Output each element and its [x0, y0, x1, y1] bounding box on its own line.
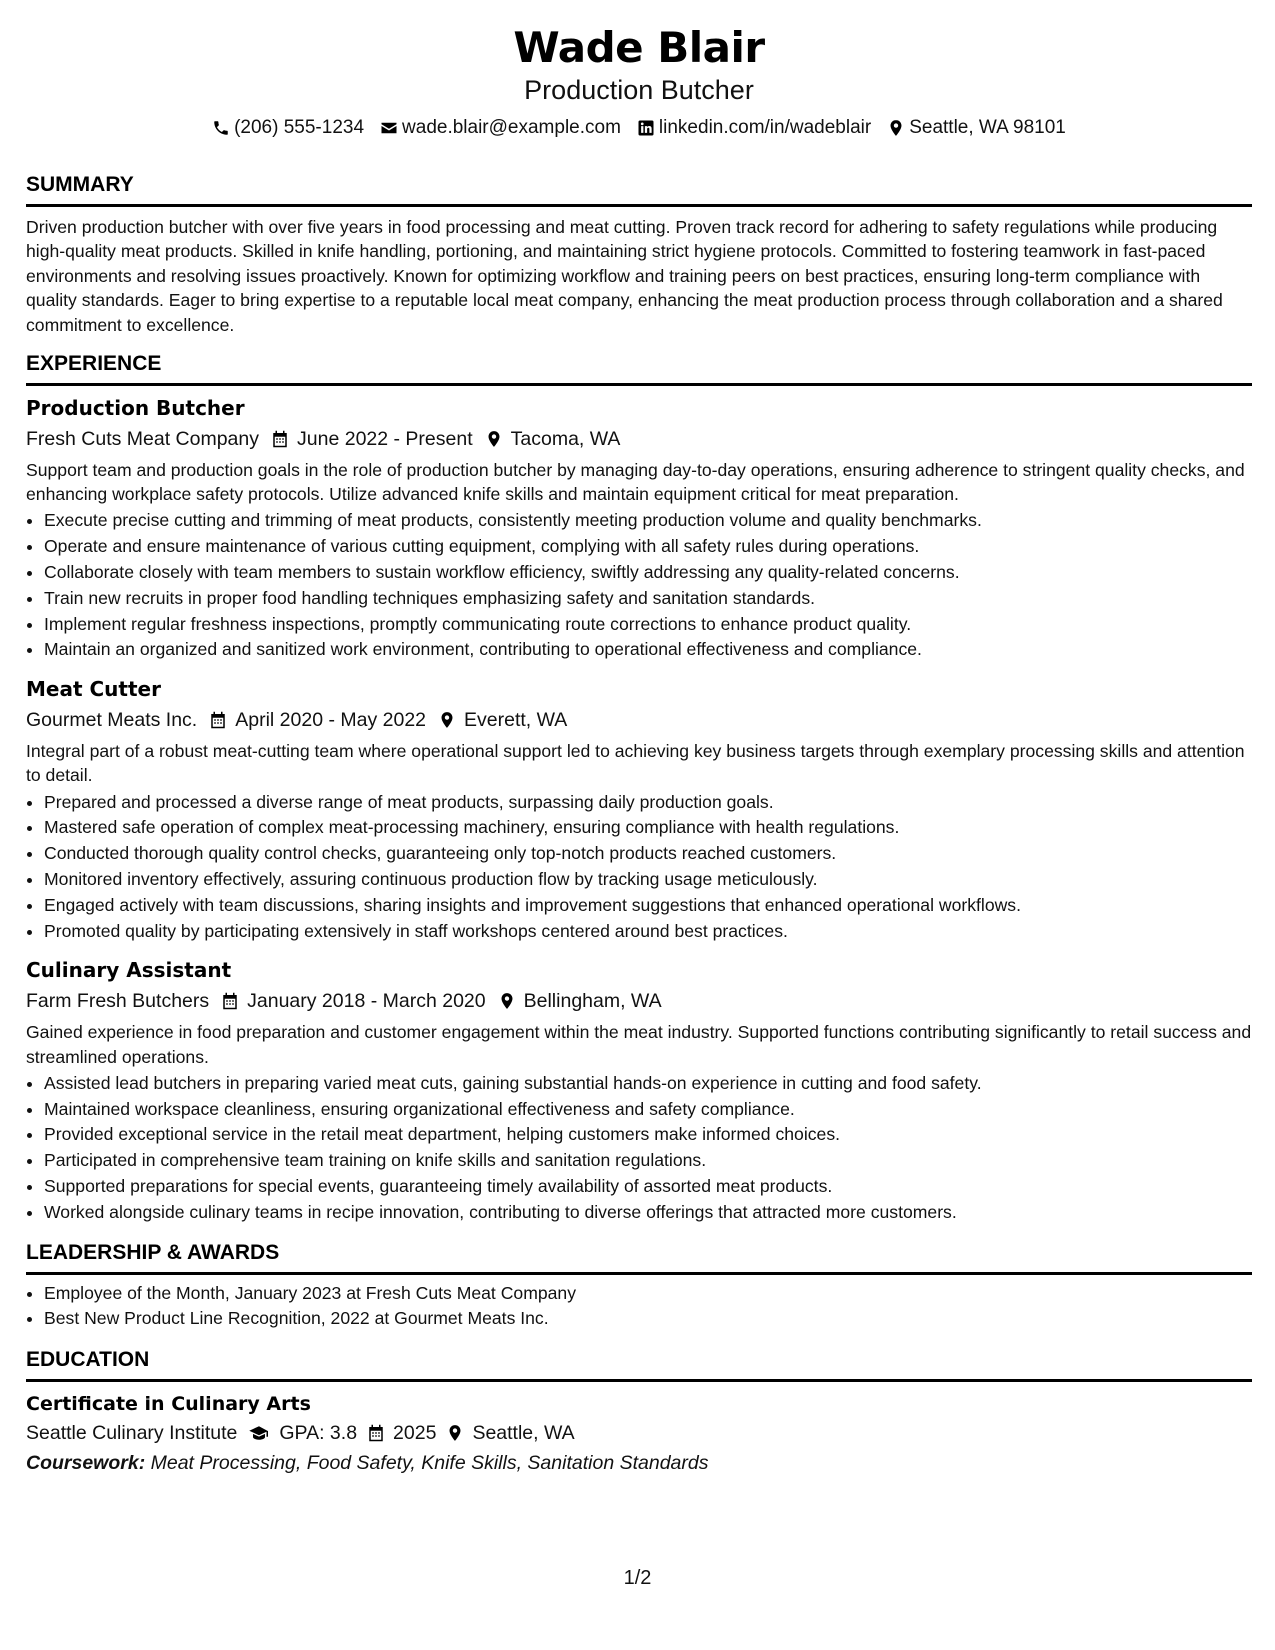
map-pin-icon: [485, 430, 503, 448]
job-dates: April 2020 - May 2022: [235, 709, 427, 732]
list-item: • Engaged actively with team discussions, sharing insights and improvement suggestions that enhanced operational workflows.: [44, 893, 1252, 919]
job-entry: [26, 394, 1252, 663]
list-item: • Worked alongside culinary teams in recipe innovation, contributing to diverse offerings that attracted more customers.: [44, 1200, 1252, 1226]
list-item: • Implement regular freshness inspections, promptly communicating route corrections to enhance product quality.: [44, 612, 1252, 638]
list-item: • Train new recruits in proper food handling techniques emphasizing safety and sanitation standards.: [44, 586, 1252, 612]
resume-page: [26, 22, 1252, 1478]
map-pin-icon: [498, 992, 516, 1010]
contact-linkedin[interactable]: [637, 115, 871, 141]
location-text: Seattle, WA 98101: [909, 117, 1066, 138]
linkedin-icon: [637, 119, 655, 137]
job-bullets: [26, 790, 1252, 945]
job-entry: [26, 675, 1252, 944]
graduation-cap-icon: [247, 1424, 271, 1442]
summary-text: Driven production butcher with over five years in food processing and meat cutting. Proven track record for adhering to safety regulations while producing high-quality meat products. Skilled in knife handling, portioning, and maintaining strict hygiene protocols. Committed to fostering teamwork in fast-paced environments and resolving issues proactively. Known for optimizing workflow and training peers on best practices, ensuring long-term compliance with quality standards. Eager to bring expertise to a reputable local meat company, enhancing the meat production process through collaboration and a shared commitment to excellence.: [26, 217, 1223, 335]
calendar-icon: [367, 1424, 385, 1442]
job-dates: January 2018 - March 2020: [247, 990, 486, 1013]
job-meta: [26, 986, 1252, 1016]
job-meta: [26, 424, 1252, 454]
job-dates: June 2022 - Present: [297, 428, 473, 451]
education-location: Seattle, WA: [472, 1422, 575, 1445]
gpa-text: GPA: 3.8: [279, 1422, 358, 1445]
contact-phone: [212, 115, 364, 141]
job-title: Production Butcher: [26, 396, 245, 421]
list-item: • Provided exceptional service in the retail meat department, helping customers make informed choices.: [44, 1122, 1252, 1148]
job-company: Gourmet Meats Inc.: [26, 709, 198, 732]
education-year: 2025: [393, 1422, 437, 1445]
email-text[interactable]: wade.blair@example.com: [402, 117, 621, 138]
degree-title: Certificate in Culinary Arts: [26, 1393, 311, 1416]
page-number: 1/2: [623, 1567, 652, 1589]
awards-list: [26, 1281, 1252, 1333]
job-location: Tacoma, WA: [510, 428, 621, 451]
job-location: Everett, WA: [464, 709, 568, 732]
list-item: • Mastered safe operation of complex meat-processing machinery, ensuring compliance with health regulations.: [44, 815, 1252, 841]
list-item: • Participated in comprehensive team training on knife skills and sanitation regulations.: [44, 1148, 1252, 1174]
candidate-name: Wade Blair: [513, 23, 765, 72]
phone-icon: [212, 119, 230, 137]
list-item: • Conducted thorough quality control checks, guaranteeing only top-notch products reached customers.: [44, 841, 1252, 867]
candidate-headline: Production Butcher: [524, 75, 754, 105]
job-description: Support team and production goals in the role of production butcher by managing day-to-day operations, ensuring adherence to stringent quality checks, and enhancing workplace safety protocols. Utilize advanced knife skills and maintain equipment critical for meat preparation.: [26, 460, 1245, 505]
education-meta: [26, 1418, 1252, 1448]
summary-section: [26, 172, 1252, 337]
job-title: Culinary Assistant: [26, 958, 232, 983]
list-item: • Execute precise cutting and trimming of meat products, consistently meeting production volume and quality benchmarks.: [44, 508, 1252, 534]
calendar-icon: [221, 992, 239, 1010]
contact-email[interactable]: [380, 115, 621, 141]
resume-header: [26, 22, 1252, 141]
job-location: Bellingham, WA: [523, 990, 662, 1013]
map-pin-icon: [446, 1424, 464, 1442]
job-title: Meat Cutter: [26, 677, 161, 702]
list-item: • Maintained workspace cleanliness, ensuring organizational effectiveness and safety compliance.: [44, 1097, 1252, 1123]
calendar-icon: [209, 711, 227, 729]
coursework-line: [26, 1448, 1252, 1478]
section-title-leadership: LEADERSHIP & AWARDS: [26, 1240, 1252, 1275]
section-title-summary: SUMMARY: [26, 172, 1252, 207]
job-description: Gained experience in food preparation and customer engagement within the meat industry. Supported functions contributing significantly to retail success and streamlined operations.: [26, 1022, 1252, 1067]
education-section: [26, 1347, 1252, 1478]
list-item: • Promoted quality by participating extensively in staff workshops centered around best practices.: [44, 919, 1252, 945]
contact-bar: [26, 115, 1252, 141]
job-description: Integral part of a robust meat-cutting team where operational support led to achieving key business targets through exemplary processing skills and attention to detail.: [26, 741, 1245, 786]
map-pin-icon: [438, 711, 456, 729]
list-item: • Operate and ensure maintenance of various cutting equipment, complying with all safety rules during operations.: [44, 534, 1252, 560]
job-bullets: [26, 508, 1252, 663]
section-title-education: EDUCATION: [26, 1347, 1252, 1382]
job-bullets: [26, 1071, 1252, 1226]
calendar-icon: [271, 430, 289, 448]
job-company: Fresh Cuts Meat Company: [26, 428, 260, 451]
linkedin-text[interactable]: linkedin.com/in/wadeblair: [658, 117, 872, 138]
list-item: • Maintain an organized and sanitized work environment, contributing to operational effectiveness and compliance.: [44, 637, 1252, 663]
list-item: • Monitored inventory effectively, assuring continuous production flow by tracking usage meticulously.: [44, 867, 1252, 893]
list-item: • Prepared and processed a diverse range of meat products, surpassing daily production goals.: [44, 790, 1252, 816]
list-item: • Best New Product Line Recognition, 2022 at Gourmet Meats Inc.: [44, 1306, 1252, 1332]
list-item: • Assisted lead butchers in preparing varied meat cuts, gaining substantial hands-on experience in cutting and food safety.: [44, 1071, 1252, 1097]
coursework-text: Meat Processing, Food Safety, Knife Skills, Sanitation Standards: [150, 1452, 709, 1475]
job-meta: [26, 705, 1252, 735]
leadership-section: [26, 1240, 1252, 1333]
section-title-experience: EXPERIENCE: [26, 351, 1252, 386]
list-item: • Collaborate closely with team members to sustain workflow efficiency, swiftly addressing any quality-related concerns.: [44, 560, 1252, 586]
contact-location: [887, 115, 1066, 141]
list-item: • Supported preparations for special events, guaranteeing timely availability of assorted meat products.: [44, 1174, 1252, 1200]
list-item: • Employee of the Month, January 2023 at Fresh Cuts Meat Company: [44, 1281, 1252, 1307]
experience-section: [26, 351, 1252, 1226]
map-pin-icon: [887, 119, 905, 137]
phone-text: (206) 555-1234: [234, 117, 365, 138]
envelope-icon: [380, 119, 398, 137]
coursework-label: Coursework:: [26, 1452, 146, 1475]
job-company: Farm Fresh Butchers: [26, 990, 210, 1013]
school-name: Seattle Culinary Institute: [26, 1422, 238, 1445]
job-entry: [26, 956, 1252, 1225]
